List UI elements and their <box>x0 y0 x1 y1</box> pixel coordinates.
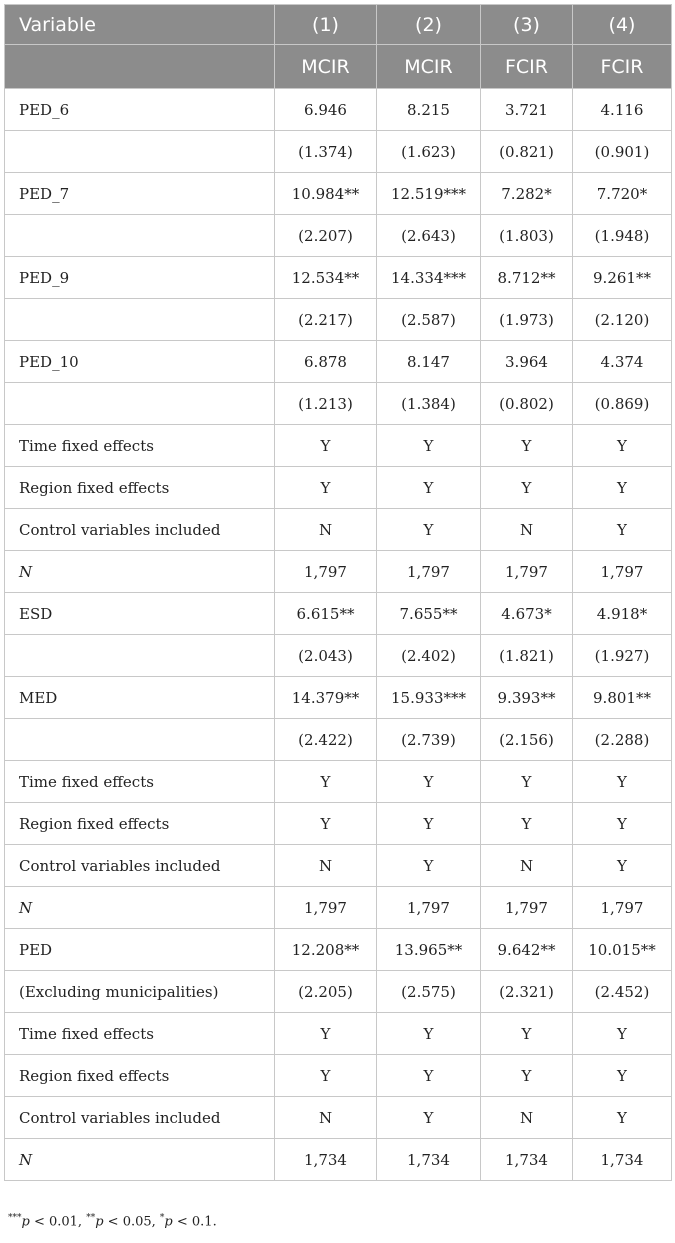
col-num-1: (1) <box>275 5 377 45</box>
cell-col-1: 12.208** <box>275 929 377 971</box>
cell-col-4: 10.015** <box>573 929 672 971</box>
table-row <box>5 341 672 383</box>
cell-col-1: (2.207) <box>275 215 377 257</box>
cell-col-1: Y <box>275 1055 377 1097</box>
cell-col-1: (1.374) <box>275 131 377 173</box>
cell-col-1: Y <box>275 467 377 509</box>
cell-col-1: (2.217) <box>275 299 377 341</box>
cell-col-4: Y <box>573 1013 672 1055</box>
cell-col-3: Y <box>481 761 573 803</box>
col-num-2: (2) <box>377 5 481 45</box>
cell-col-1: 6.946 <box>275 89 377 131</box>
cell-col-4: (2.452) <box>573 971 672 1013</box>
cell-col-1: Y <box>275 803 377 845</box>
table-row <box>5 1097 672 1139</box>
cell-col-4: 1,797 <box>573 551 672 593</box>
cell-col-4: 9.801** <box>573 677 672 719</box>
table-row <box>5 929 672 971</box>
table-row <box>5 299 672 341</box>
cell-col-2: 1,797 <box>377 887 481 929</box>
cell-col-4: Y <box>573 803 672 845</box>
table-row <box>5 845 672 887</box>
cell-col-2: (2.575) <box>377 971 481 1013</box>
row-label: PED_7 <box>5 173 275 215</box>
row-label <box>5 215 275 257</box>
row-label <box>5 719 275 761</box>
cell-col-1: 6.615** <box>275 593 377 635</box>
col-dep-2: MCIR <box>377 45 481 89</box>
cell-col-4: 9.261** <box>573 257 672 299</box>
cell-col-4: 1,797 <box>573 887 672 929</box>
cell-col-3: N <box>481 1097 573 1139</box>
variable-header-blank <box>5 45 275 89</box>
cell-col-3: (0.821) <box>481 131 573 173</box>
cell-col-3: 3.721 <box>481 89 573 131</box>
cell-col-2: Y <box>377 425 481 467</box>
cell-col-3: 4.673* <box>481 593 573 635</box>
row-label <box>5 299 275 341</box>
row-label: Control variables included <box>5 1097 275 1139</box>
cell-col-2: Y <box>377 467 481 509</box>
col-dep-3: FCIR <box>481 45 573 89</box>
cell-col-4: (0.869) <box>573 383 672 425</box>
table-row <box>5 257 672 299</box>
row-label: Control variables included <box>5 845 275 887</box>
row-label: Time fixed effects <box>5 425 275 467</box>
cell-col-2: 8.147 <box>377 341 481 383</box>
cell-col-1: (1.213) <box>275 383 377 425</box>
row-label <box>5 131 275 173</box>
cell-col-2: Y <box>377 1013 481 1055</box>
cell-col-2: Y <box>377 1097 481 1139</box>
row-label: PED_9 <box>5 257 275 299</box>
cell-col-2: (2.643) <box>377 215 481 257</box>
table-row <box>5 593 672 635</box>
cell-col-1: Y <box>275 425 377 467</box>
regression-table <box>4 4 672 1181</box>
cell-col-2: (2.402) <box>377 635 481 677</box>
cell-col-3: 8.712** <box>481 257 573 299</box>
table-row <box>5 677 672 719</box>
table-row <box>5 719 672 761</box>
cell-col-3: (1.803) <box>481 215 573 257</box>
cell-col-2: (2.587) <box>377 299 481 341</box>
table-row <box>5 971 672 1013</box>
table-row <box>5 425 672 467</box>
cell-col-4: (2.120) <box>573 299 672 341</box>
cell-col-1: (2.422) <box>275 719 377 761</box>
row-label: N <box>5 551 275 593</box>
row-label: PED <box>5 929 275 971</box>
table-row <box>5 1139 672 1181</box>
row-label <box>5 635 275 677</box>
cell-col-1: N <box>275 1097 377 1139</box>
row-label: Region fixed effects <box>5 1055 275 1097</box>
cell-col-1: Y <box>275 1013 377 1055</box>
cell-col-2: 1,797 <box>377 551 481 593</box>
cell-col-2: 13.965** <box>377 929 481 971</box>
row-label: N <box>5 887 275 929</box>
cell-col-4: (1.927) <box>573 635 672 677</box>
cell-col-2: 15.933*** <box>377 677 481 719</box>
row-label: Control variables included <box>5 509 275 551</box>
cell-col-3: (1.821) <box>481 635 573 677</box>
table-row <box>5 131 672 173</box>
cell-col-2: Y <box>377 509 481 551</box>
cell-col-3: 1,797 <box>481 551 573 593</box>
table-row <box>5 803 672 845</box>
cell-col-1: 1,797 <box>275 887 377 929</box>
cell-col-2: (1.384) <box>377 383 481 425</box>
row-label: MED <box>5 677 275 719</box>
table-row <box>5 1013 672 1055</box>
table-row <box>5 887 672 929</box>
row-label: N <box>5 1139 275 1181</box>
cell-col-4: 7.720* <box>573 173 672 215</box>
header-row-dep-vars <box>5 45 672 89</box>
row-label: Time fixed effects <box>5 761 275 803</box>
cell-col-3: Y <box>481 1055 573 1097</box>
cell-col-4: Y <box>573 1097 672 1139</box>
cell-col-2: 7.655** <box>377 593 481 635</box>
table-row <box>5 215 672 257</box>
cell-col-4: 4.374 <box>573 341 672 383</box>
cell-col-1: (2.043) <box>275 635 377 677</box>
cell-col-3: 7.282* <box>481 173 573 215</box>
cell-col-4: Y <box>573 509 672 551</box>
cell-col-2: 14.334*** <box>377 257 481 299</box>
cell-col-3: 9.393** <box>481 677 573 719</box>
cell-col-3: Y <box>481 803 573 845</box>
cell-col-4: (0.901) <box>573 131 672 173</box>
col-num-4: (4) <box>573 5 672 45</box>
table-row <box>5 551 672 593</box>
col-dep-1: MCIR <box>275 45 377 89</box>
table-row <box>5 383 672 425</box>
cell-col-2: Y <box>377 845 481 887</box>
cell-col-1: Y <box>275 761 377 803</box>
cell-col-3: Y <box>481 1013 573 1055</box>
cell-col-3: 9.642** <box>481 929 573 971</box>
cell-col-3: (2.156) <box>481 719 573 761</box>
table-row <box>5 1055 672 1097</box>
cell-col-3: Y <box>481 425 573 467</box>
row-label: ESD <box>5 593 275 635</box>
cell-col-1: N <box>275 509 377 551</box>
cell-col-4: Y <box>573 761 672 803</box>
cell-col-1: (2.205) <box>275 971 377 1013</box>
cell-col-3: N <box>481 845 573 887</box>
cell-col-4: Y <box>573 425 672 467</box>
significance-note: ***p < 0.01, **p < 0.05, *p < 0.1. <box>8 1213 217 1230</box>
cell-col-4: 4.116 <box>573 89 672 131</box>
cell-col-1: 1,797 <box>275 551 377 593</box>
cell-col-4: (2.288) <box>573 719 672 761</box>
cell-col-1: 14.379** <box>275 677 377 719</box>
cell-col-2: 1,734 <box>377 1139 481 1181</box>
cell-col-3: 1,734 <box>481 1139 573 1181</box>
table-row <box>5 89 672 131</box>
row-label: Region fixed effects <box>5 803 275 845</box>
row-label <box>5 383 275 425</box>
cell-col-3: N <box>481 509 573 551</box>
table-row <box>5 509 672 551</box>
cell-col-3: (0.802) <box>481 383 573 425</box>
cell-col-1: N <box>275 845 377 887</box>
cell-col-3: (1.973) <box>481 299 573 341</box>
cell-col-4: 1,734 <box>573 1139 672 1181</box>
cell-col-2: Y <box>377 803 481 845</box>
cell-col-2: Y <box>377 761 481 803</box>
cell-col-2: (2.739) <box>377 719 481 761</box>
col-num-3: (3) <box>481 5 573 45</box>
row-label: PED_6 <box>5 89 275 131</box>
row-label: (Excluding municipalities) <box>5 971 275 1013</box>
cell-col-1: 6.878 <box>275 341 377 383</box>
cell-col-2: Y <box>377 1055 481 1097</box>
header-row-numbers <box>5 5 672 45</box>
table-row <box>5 173 672 215</box>
cell-col-3: Y <box>481 467 573 509</box>
row-label: PED_10 <box>5 341 275 383</box>
cell-col-1: 1,734 <box>275 1139 377 1181</box>
cell-col-3: 1,797 <box>481 887 573 929</box>
cell-col-4: Y <box>573 467 672 509</box>
cell-col-4: Y <box>573 845 672 887</box>
cell-col-2: 12.519*** <box>377 173 481 215</box>
cell-col-3: 3.964 <box>481 341 573 383</box>
col-dep-4: FCIR <box>573 45 672 89</box>
table-row <box>5 467 672 509</box>
cell-col-3: (2.321) <box>481 971 573 1013</box>
table-row <box>5 635 672 677</box>
cell-col-2: 8.215 <box>377 89 481 131</box>
cell-col-4: (1.948) <box>573 215 672 257</box>
cell-col-4: 4.918* <box>573 593 672 635</box>
cell-col-4: Y <box>573 1055 672 1097</box>
table-row <box>5 761 672 803</box>
cell-col-1: 12.534** <box>275 257 377 299</box>
row-label: Time fixed effects <box>5 1013 275 1055</box>
cell-col-2: (1.623) <box>377 131 481 173</box>
cell-col-1: 10.984** <box>275 173 377 215</box>
row-label: Region fixed effects <box>5 467 275 509</box>
variable-header: Variable <box>5 5 275 45</box>
